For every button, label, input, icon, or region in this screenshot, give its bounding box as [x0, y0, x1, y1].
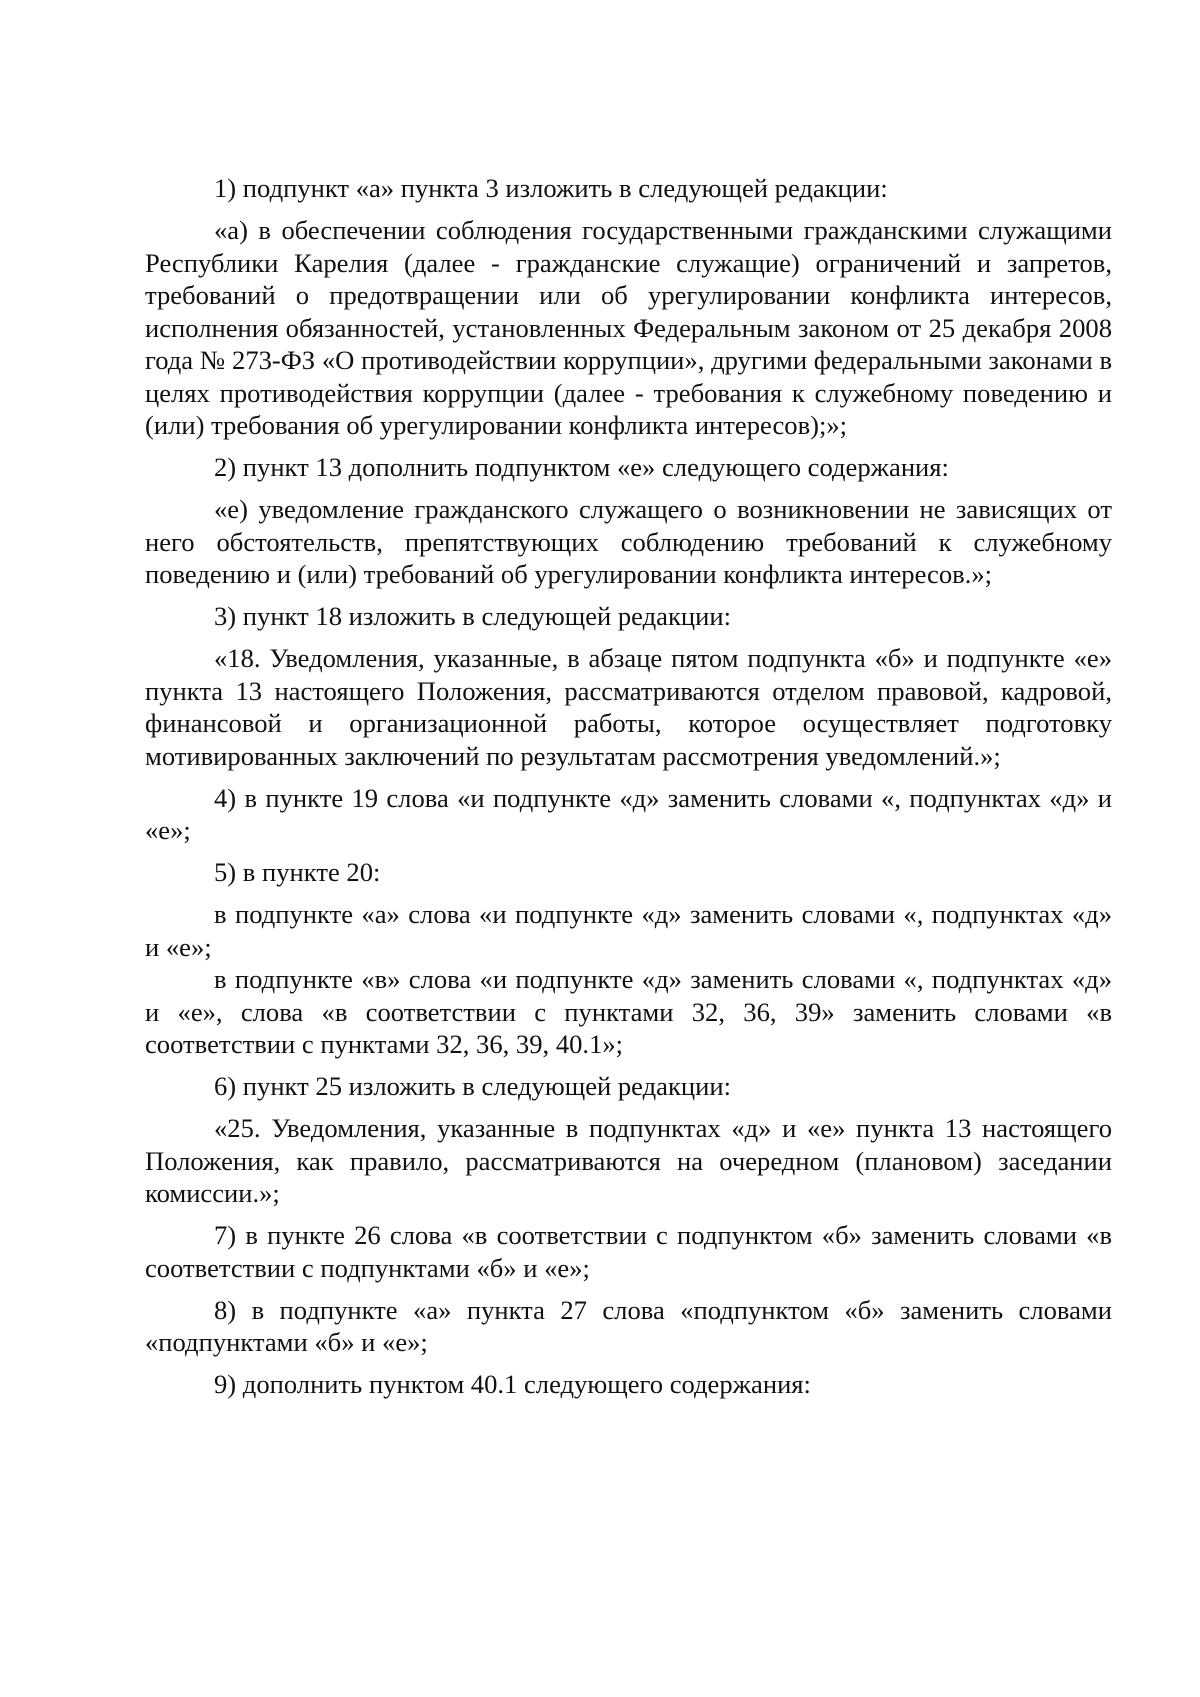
paragraph-1: 1) подпункт «а» пункта 3 изложить в следующей редакции:	[214, 173, 888, 203]
paragraph-7: 4) в пункте 19 слова «и подпункте «д» заменить словами «, подпунктах «д» и «е»;	[145, 782, 1112, 845]
paragraph-6: «18. Уведомления, указанные, в абзаце пятом подпункта «б» и подпункте «е» пункта 13 настоящего Положения, рассматриваются отделом правовой, кадровой, финансовой и организационной работы, которое осуществляет подготовку мотивированных заключений по результатам рассмотрения уведомлений.»;	[145, 643, 1112, 771]
paragraph-11: 6) пункт 25 изложить в следующей редакции:	[214, 1071, 731, 1101]
paragraph-13: 7) в пункте 26 слова «в соответствии с подпунктом «б» заменить словами «в соответствии с подпунктами «б» и «е»;	[145, 1220, 1112, 1283]
paragraph-4: «е) уведомление гражданского служащего о возникновении не зависящих от него обстоятельств, препятствующих соблюдению требований к служебному поведению и (или) требований об урегулировании конфликта интересов.»;	[145, 494, 1112, 589]
paragraph-10: в подпункте «в» слова «и подпункте «д» заменить словами «, подпунктах «д» и «е», слова «в соответствии с пунктами 32, 36, 39» заменить словами «в соответствии с пунктами 32, 36, 39, 40.1»;	[145, 964, 1112, 1059]
paragraph-8: 5) в пункте 20:	[214, 857, 381, 887]
paragraph-3: 2) пункт 13 дополнить подпунктом «е» следующего содержания:	[214, 452, 949, 482]
paragraph-5: 3) пункт 18 изложить в следующей редакции:	[214, 601, 731, 631]
paragraph-2: «а) в обеспечении соблюдения государственными гражданскими служащими Республики Карелия (далее - гражданские служащие) ограничений и запретов, требований о предотвращении или об урегулировании конфликта интересов, исполнения обязанностей, установленных Федеральным законом от 25 декабря 2008 года № 273-ФЗ «О противодействии коррупции», другими федеральными законами в целях противодействия коррупции (далее - требования к служебному поведению и (или) требования об урегулировании конфликта интересов);»;	[145, 215, 1112, 440]
paragraph-9: в подпункте «а» слова «и подпункте «д» заменить словами «, подпунктах «д» и «е»;	[145, 899, 1112, 962]
paragraph-12: «25. Уведомления, указанные в подпунктах «д» и «е» пункта 13 настоящего Положения, как правило, рассматриваются на очередном (плановом) заседании комиссии.»;	[145, 1113, 1112, 1208]
paragraph-15: 9) дополнить пунктом 40.1 следующего содержания:	[214, 1369, 811, 1399]
paragraph-14: 8) в подпункте «а» пункта 27 слова «подпунктом «б» заменить словами «подпунктами «б» и «е»;	[145, 1294, 1112, 1357]
